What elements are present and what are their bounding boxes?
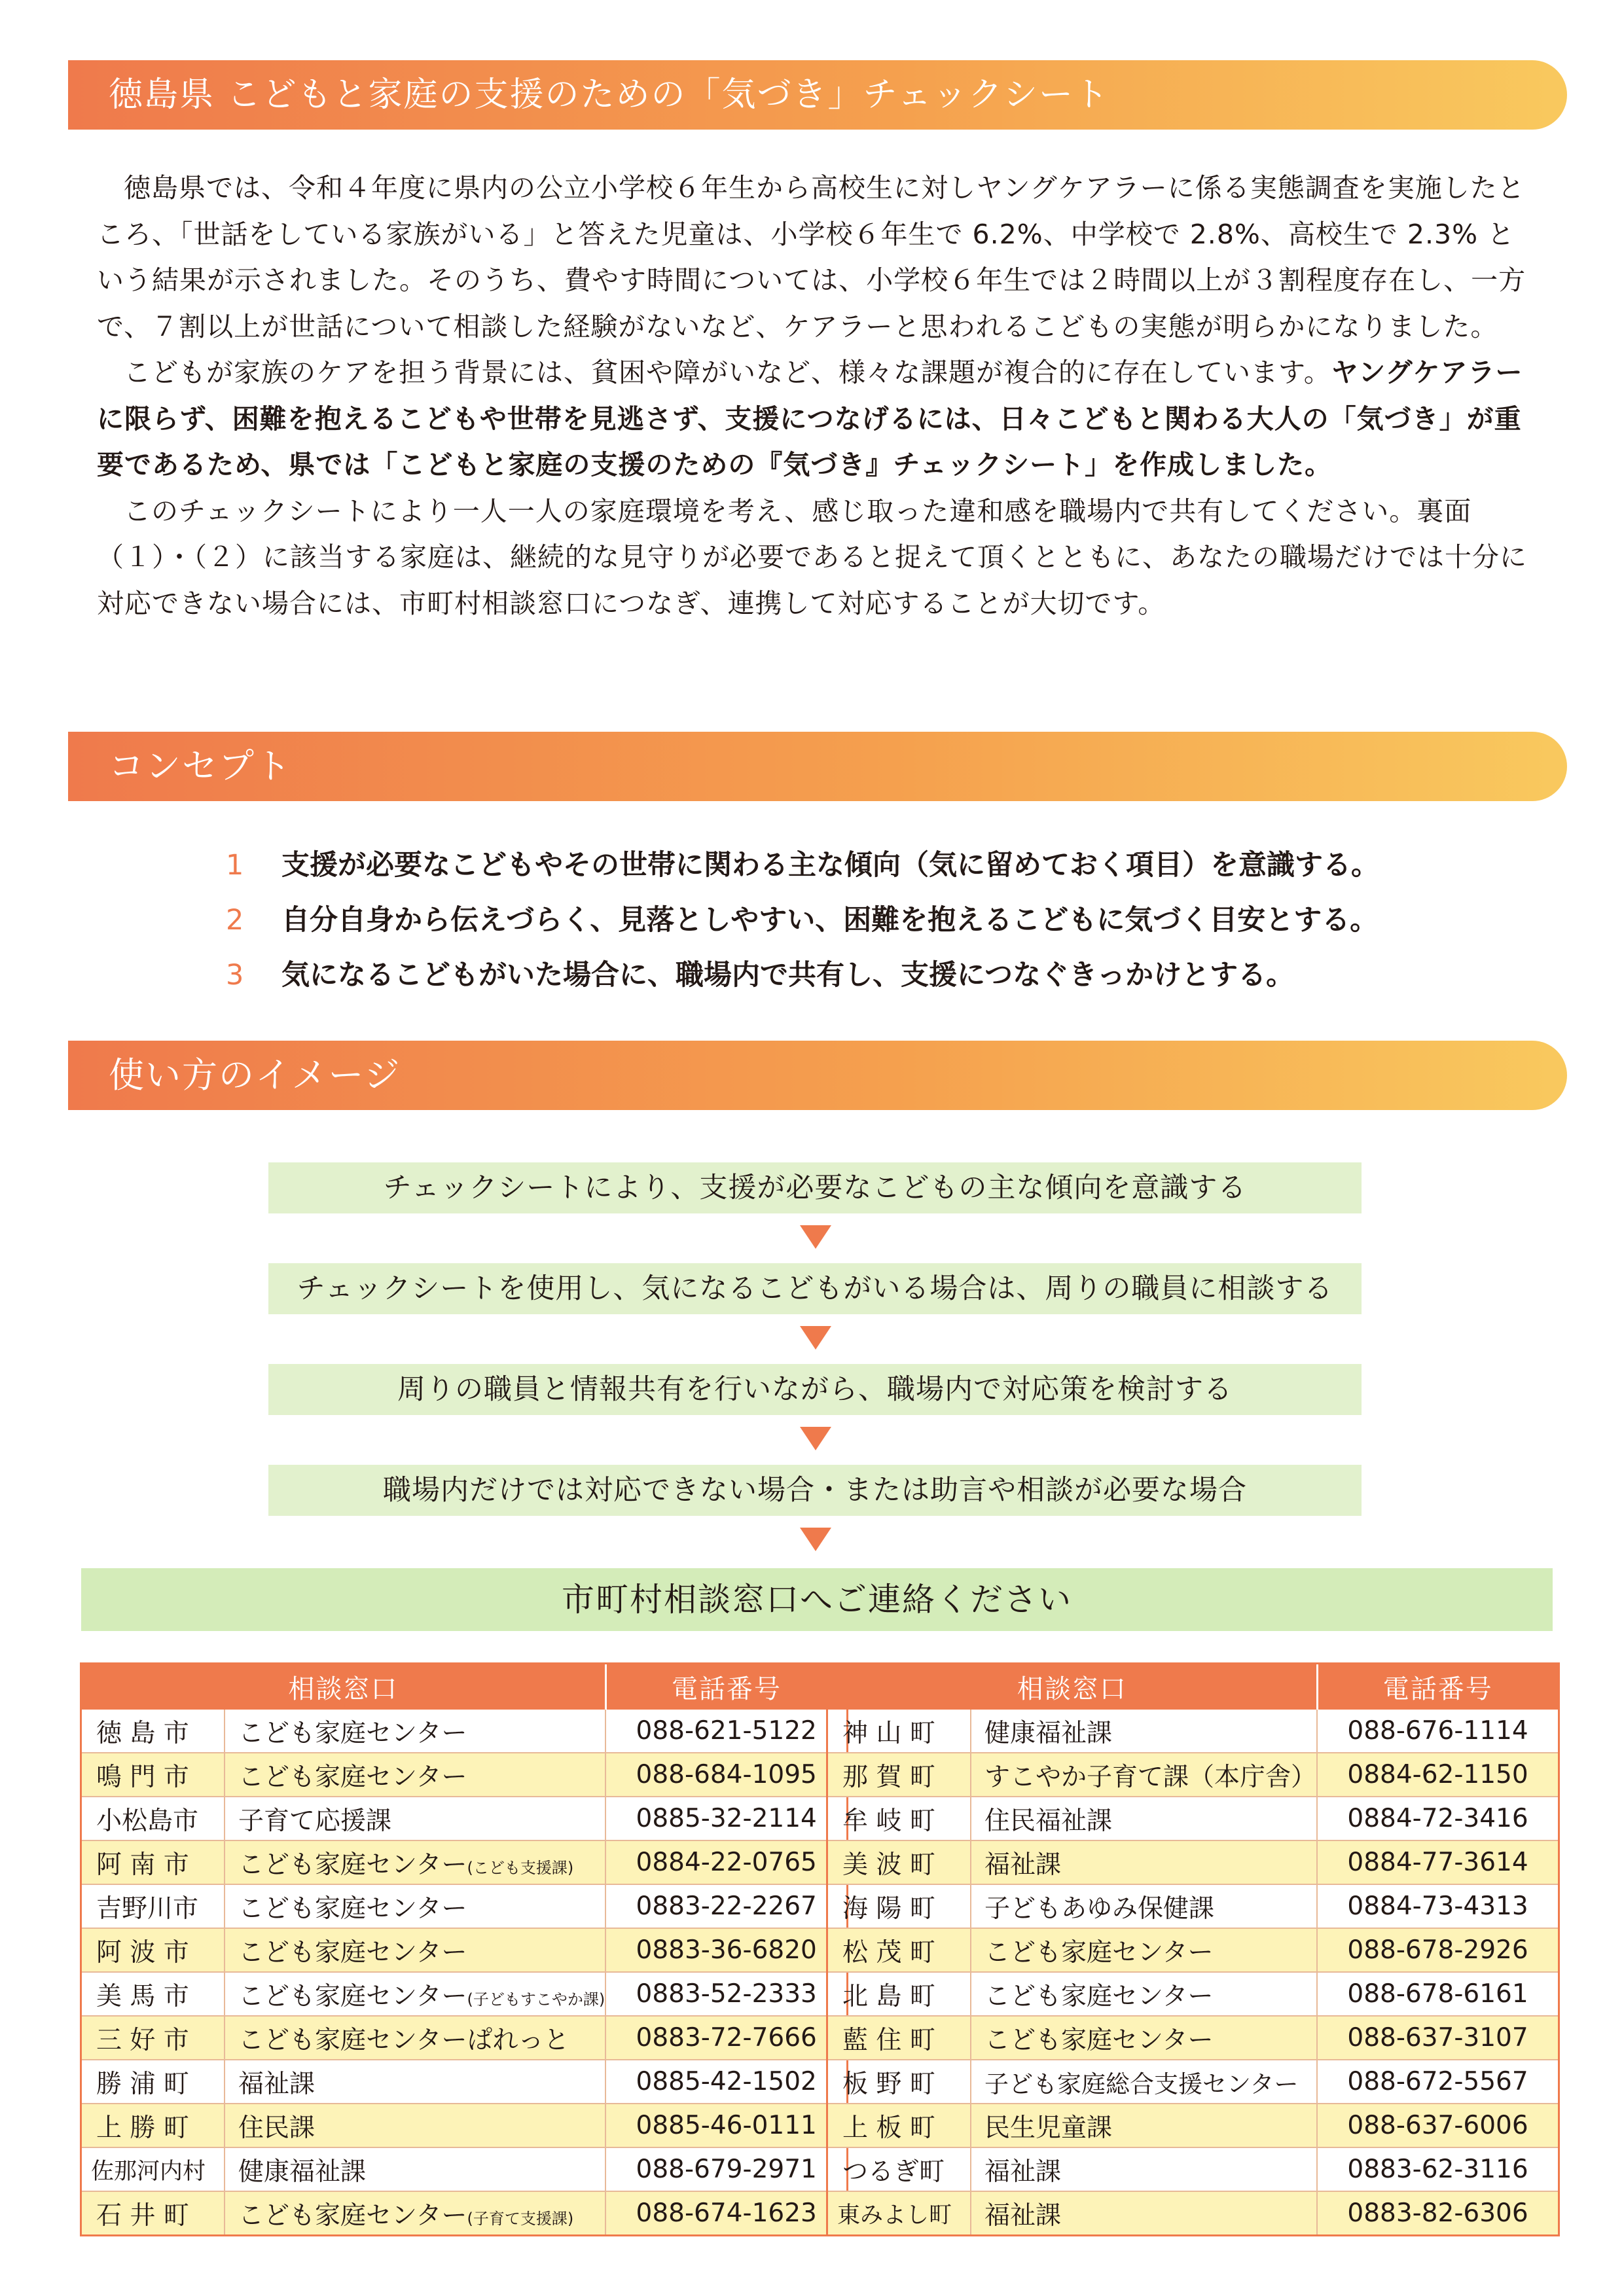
department-name: こども家庭センター <box>971 1928 1317 1972</box>
phone-number: 0885-32-2114 <box>605 1797 846 1840</box>
phone-number: 0883-82-6306 <box>1317 2191 1558 2234</box>
department-name: 子育て応援課 <box>225 1797 605 1840</box>
municipality-name: 吉野川市 <box>82 1884 225 1928</box>
down-arrow-icon <box>800 1326 831 1350</box>
municipality-name: 板 野 町 <box>828 2060 971 2104</box>
department-name: 福祉課 <box>971 2191 1317 2234</box>
municipality-name: つるぎ町 <box>828 2147 971 2191</box>
municipality-name: 上 板 町 <box>828 2104 971 2147</box>
table-row <box>82 1840 846 1884</box>
department-name: 住民福祉課 <box>971 1797 1317 1840</box>
concept-list <box>226 838 1379 1003</box>
table-row <box>82 2147 846 2191</box>
phone-number: 088-621-5122 <box>605 1710 846 1753</box>
table-row <box>82 1972 846 2016</box>
table-row <box>82 2104 846 2147</box>
department-name: 福祉課 <box>225 2060 605 2104</box>
phone-number: 0885-46-0111 <box>605 2104 846 2147</box>
contacts-table-left <box>80 1662 848 2236</box>
municipality-name: 徳 島 市 <box>82 1710 225 1753</box>
contact-call-to-action: 市町村相談窓口へご連絡ください <box>81 1568 1553 1631</box>
phone-number: 0885-42-1502 <box>605 2060 846 2104</box>
flow-step-3: 周りの職員と情報共有を行いながら、職場内で対応策を検討する <box>268 1364 1362 1415</box>
concept-title: コンセプト <box>109 745 292 787</box>
department-label: こども家庭センター <box>238 1850 467 1880</box>
down-arrow-icon <box>800 1528 831 1551</box>
concept-item-text: 支援が必要なこどもやその世帯に関わる主な傾向（気に留めておく項目）を意識する。 <box>281 849 1379 882</box>
intro-paragraph-3: このチェックシートにより一人一人の家庭環境を考え、感じ取った違和感を職場内で共有してください。裏面（１）・（２）に該当する家庭は、継続的な見守りが必要であると捉えて頂くとともに、あなたの職場だけでは十分に対応できない場合には、市町村相談窓口につなぎ、連携して対応することが大切です。 <box>97 495 1527 619</box>
concept-item-number: 3 <box>226 959 244 992</box>
department-name: 住民課 <box>225 2104 605 2147</box>
table-row <box>82 1710 846 1753</box>
department-note: (こども支援課) <box>467 1858 574 1877</box>
department-label: こども家庭センター <box>238 2200 467 2231</box>
municipality-name: 勝 浦 町 <box>82 2060 225 2104</box>
department-name: こども家庭センター <box>225 1884 605 1928</box>
table-row <box>828 1884 1558 1928</box>
down-arrow-icon <box>800 1427 831 1450</box>
table-row <box>828 1840 1558 1884</box>
phone-number: 0883-72-7666 <box>605 2016 846 2060</box>
usage-title: 使い方のイメージ <box>109 1054 401 1096</box>
phone-number: 088-678-2926 <box>1317 1928 1558 1972</box>
phone-number: 088-637-6006 <box>1317 2104 1558 2147</box>
department-name: 健康福祉課 <box>971 1710 1317 1753</box>
municipality-name: 神 山 町 <box>828 1710 971 1753</box>
concept-item-text: 自分自身から伝えづらく、見落としやすい、困難を抱えるこどもに気づく目安とする。 <box>281 904 1379 937</box>
flow-step-1: チェックシートにより、支援が必要なこどもの主な傾向を意識する <box>268 1162 1362 1213</box>
municipality-name: 石 井 町 <box>82 2191 225 2234</box>
department-name: すこやか子育て課（本庁舎） <box>971 1753 1317 1797</box>
department-name: こども家庭センター <box>225 1710 605 1753</box>
department-name: こども家庭センター <box>971 1972 1317 2016</box>
phone-number: 0884-73-4313 <box>1317 1884 1558 1928</box>
table-row <box>828 2016 1558 2060</box>
concept-item-number: 2 <box>226 904 244 937</box>
table-row <box>82 1797 846 1840</box>
concept-item <box>226 893 1379 948</box>
table-row <box>82 2060 846 2104</box>
phone-number: 088-684-1095 <box>605 1753 846 1797</box>
table-row <box>82 1928 846 1972</box>
concept-item-text: 気になるこどもがいた場合に、職場内で共有し、支援につなぐきっかけとする。 <box>281 959 1295 992</box>
concept-item <box>226 838 1379 893</box>
municipality-name: 牟 岐 町 <box>828 1797 971 1840</box>
flow-step-4: 職場内だけでは対応できない場合・または助言や相談が必要な場合 <box>268 1465 1362 1516</box>
municipality-name: 小松島市 <box>82 1797 225 1840</box>
phone-number: 088-679-2971 <box>605 2147 846 2191</box>
table-header-phone: 電話番号 <box>1317 1664 1558 1710</box>
municipality-name: 東みよし町 <box>828 2191 971 2234</box>
phone-number: 0884-72-3416 <box>1317 1797 1558 1840</box>
municipality-name: 那 賀 町 <box>828 1753 971 1797</box>
phone-number: 0884-22-0765 <box>605 1840 846 1884</box>
department-name: 健康福祉課 <box>225 2147 605 2191</box>
concept-item <box>226 948 1379 1003</box>
table-row <box>828 1972 1558 2016</box>
phone-number: 088-676-1114 <box>1317 1710 1558 1753</box>
table-header-phone: 電話番号 <box>605 1664 846 1710</box>
municipality-name: 阿 南 市 <box>82 1840 225 1884</box>
municipality-name: 三 好 市 <box>82 2016 225 2060</box>
phone-number: 0883-62-3116 <box>1317 2147 1558 2191</box>
table-row <box>828 1928 1558 1972</box>
phone-number: 0883-36-6820 <box>605 1928 846 1972</box>
municipality-name: 美 馬 市 <box>82 1972 225 2016</box>
table-row <box>82 1884 846 1928</box>
department-name: 民生児童課 <box>971 2104 1317 2147</box>
table-row <box>828 2147 1558 2191</box>
department-note: (子育て支援課) <box>467 2209 574 2228</box>
table-row <box>828 2060 1558 2104</box>
phone-number: 0884-62-1150 <box>1317 1753 1558 1797</box>
municipality-name: 美 波 町 <box>828 1840 971 1884</box>
municipality-name: 鳴 門 市 <box>82 1753 225 1797</box>
department-name: 子ども家庭総合支援センター <box>971 2060 1317 2104</box>
intro-paragraph-1: 徳島県では、令和４年度に県内の公立小学校６年生から高校生に対しヤングケアラーに係る実態調査を実施したところ、「世話をしている家族がいる」と答えた児童は、小学校６年生で 6.2%、中学校で 2.8%、高校生で 2.3% という結果が示されました。そのうち、費やす時間については、小学校６年生では２時間以上が３割程度存在し、一方で、７割以上が世話について相談した経験がないなど、ケアラーと思われるこどもの実態が明らかになりました。 <box>97 172 1526 342</box>
department-name: 福祉課 <box>971 2147 1317 2191</box>
table-row <box>828 1753 1558 1797</box>
intro-paragraph-2 <box>97 350 1537 488</box>
table-row <box>82 2016 846 2060</box>
intro-text <box>97 165 1537 626</box>
phone-number: 088-637-3107 <box>1317 2016 1558 2060</box>
phone-number: 0883-52-2333 <box>605 1972 846 2016</box>
department-name <box>225 1972 605 2016</box>
phone-number: 088-674-1623 <box>605 2191 846 2234</box>
table-row <box>828 1710 1558 1753</box>
table-row <box>828 1797 1558 1840</box>
page-title: 徳島県 こどもと家庭の支援のための「気づき」チェックシート <box>109 75 1110 115</box>
municipality-name: 北 島 町 <box>828 1972 971 2016</box>
concept-item-number: 1 <box>226 849 244 882</box>
intro-paragraph-2-normal: こどもが家族のケアを担う背景には、貧困や障がいなど、様々な課題が複合的に存在しています。 <box>124 357 1331 388</box>
department-note: (子どもすこやか課) <box>467 1990 605 2009</box>
flow-step-2: チェックシートを使用し、気になるこどもがいる場合は、周りの職員に相談する <box>268 1263 1362 1314</box>
concept-banner <box>68 732 1567 801</box>
municipality-name: 藍 住 町 <box>828 2016 971 2060</box>
contacts-table-right <box>826 1662 1560 2236</box>
phone-number: 0884-77-3614 <box>1317 1840 1558 1884</box>
department-name <box>225 1840 605 1884</box>
phone-number: 088-678-6161 <box>1317 1972 1558 2016</box>
municipality-name: 海 陽 町 <box>828 1884 971 1928</box>
usage-banner <box>68 1041 1567 1110</box>
intro-paragraph-2-bold: ヤングケアラーに限らず、困難を抱えるこどもや世帯を見逃さず、支援につなげるには、日々こどもと関わる大人の「気づき」が重要であるため、県では「こどもと家庭の支援のための『気づき』チェックシート」を作成しました。 <box>97 357 1523 480</box>
table-header-window: 相談窓口 <box>82 1664 605 1710</box>
department-name: こども家庭センター <box>225 1753 605 1797</box>
down-arrow-icon <box>800 1225 831 1249</box>
table-row <box>828 2104 1558 2147</box>
department-name: 福祉課 <box>971 1840 1317 1884</box>
department-name: こども家庭センター <box>971 2016 1317 2060</box>
table-row <box>828 2191 1558 2234</box>
municipality-name: 阿 波 市 <box>82 1928 225 1972</box>
municipality-name: 佐那河内村 <box>82 2147 225 2191</box>
department-name: 子どもあゆみ保健課 <box>971 1884 1317 1928</box>
table-header-window: 相談窓口 <box>828 1664 1317 1710</box>
department-name: こども家庭センターぱれっと <box>225 2016 605 2060</box>
municipality-name: 上 勝 町 <box>82 2104 225 2147</box>
department-name <box>225 2191 605 2234</box>
table-row <box>82 2191 846 2234</box>
page-title-banner <box>68 60 1567 130</box>
municipality-name: 松 茂 町 <box>828 1928 971 1972</box>
department-label: こども家庭センター <box>238 1981 467 2011</box>
department-name: こども家庭センター <box>225 1928 605 1972</box>
table-row <box>82 1753 846 1797</box>
phone-number: 0883-22-2267 <box>605 1884 846 1928</box>
phone-number: 088-672-5567 <box>1317 2060 1558 2104</box>
